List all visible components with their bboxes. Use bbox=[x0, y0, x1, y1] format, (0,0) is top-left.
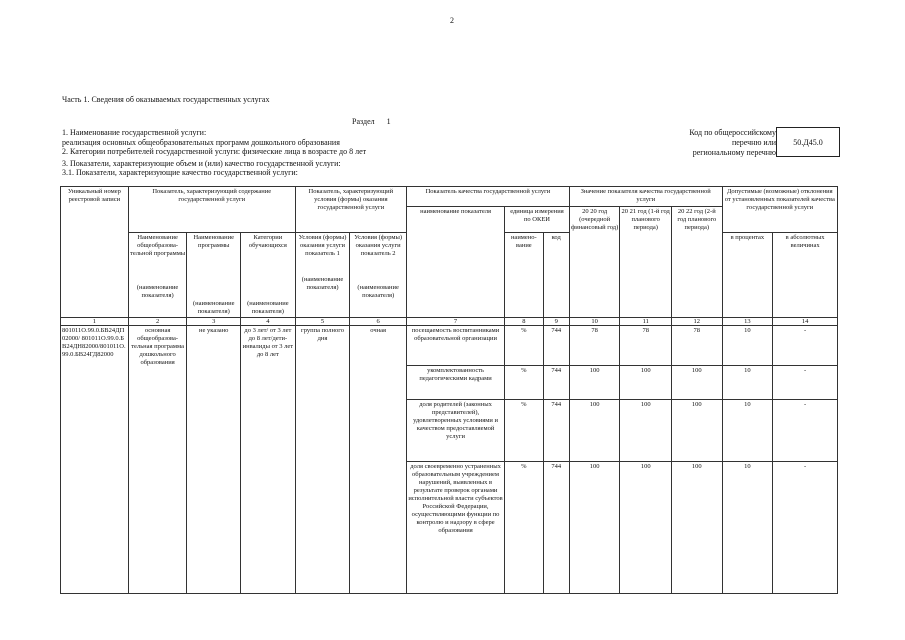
header-unit-code: код bbox=[543, 233, 569, 318]
cell-indicator-name: посещаемость воспитанниками образовательной организации bbox=[406, 326, 504, 366]
col-num: 2 bbox=[128, 318, 187, 326]
header-unique-number: Уникальный номер реестровой записи bbox=[61, 187, 129, 318]
cell-unit-code: 744 bbox=[543, 400, 569, 462]
cell-condition-2: очная bbox=[350, 326, 407, 594]
header-percent: в процентах bbox=[722, 233, 773, 318]
header-program: Наименование общеобразова- тельной программы (наименование показателя) bbox=[128, 233, 187, 318]
col-num: 14 bbox=[773, 318, 838, 326]
line-service-name-label: 1. Наименование государственной услуги: bbox=[62, 128, 207, 137]
code-label-line-1: Код по общероссийскому bbox=[689, 128, 776, 137]
cell-value-1: 78 bbox=[569, 326, 620, 366]
section-number: 1 bbox=[386, 117, 391, 126]
header-program-name: Наименование программы (наименование показателя) bbox=[187, 233, 241, 318]
cell-indicator-name: доля родителей (законных представителей), удовлетворенных условиями и качеством предоставляемой услуги bbox=[406, 400, 504, 462]
cell-percent: 10 bbox=[722, 462, 773, 594]
col-num: 6 bbox=[350, 318, 407, 326]
col-num: 3 bbox=[187, 318, 241, 326]
cell-program: основная общеобразова- тельная программа дошкольного образования bbox=[128, 326, 187, 594]
col-num: 4 bbox=[241, 318, 296, 326]
code-box: 50.Д45.0 bbox=[776, 127, 840, 157]
header-indicator-name: наименование показателя bbox=[406, 207, 504, 318]
cell-unique-number: 801011О.99.0.БВ24ДП02000/ 801011О.99.0.БВ24ДН82000/801011О.99.0.БВ24ГД82000 bbox=[61, 326, 129, 594]
cell-percent: 10 bbox=[722, 366, 773, 400]
cell-unit: % bbox=[505, 400, 543, 462]
cell-percent: 10 bbox=[722, 400, 773, 462]
line-indicators: 3. Показатели, характеризующие объем и (или) качество государственной услуги: bbox=[62, 158, 341, 168]
col-num: 8 bbox=[505, 318, 543, 326]
cell-unit-code: 744 bbox=[543, 462, 569, 594]
cell-percent: 10 bbox=[722, 326, 773, 366]
cell-condition-1: группа полного дня bbox=[295, 326, 350, 594]
quality-table bbox=[60, 186, 838, 594]
header-condition-2: Условия (формы) оказания услуги показатель 2 (наименование показателя) bbox=[350, 233, 407, 318]
col-num: 12 bbox=[672, 318, 723, 326]
table-row bbox=[61, 326, 838, 366]
cell-value-3: 100 bbox=[672, 366, 723, 400]
header-quality: Показатель качества государственной услуги bbox=[406, 187, 569, 207]
cell-value-2: 100 bbox=[620, 400, 672, 462]
header-unit-name: наимено- вание bbox=[505, 233, 543, 318]
header-year-1: 20 20 год (очередной финансовый год) bbox=[569, 207, 620, 318]
cell-value-2: 78 bbox=[620, 326, 672, 366]
cell-unit: % bbox=[505, 326, 543, 366]
col-num: 11 bbox=[620, 318, 672, 326]
cell-value-3: 78 bbox=[672, 326, 723, 366]
col-num: 10 bbox=[569, 318, 620, 326]
code-label bbox=[689, 128, 776, 157]
cell-unit-code: 744 bbox=[543, 326, 569, 366]
part-title: Часть 1. Сведения об оказываемых государственных услугах bbox=[62, 95, 270, 104]
cell-value-2: 100 bbox=[620, 366, 672, 400]
col-num: 9 bbox=[543, 318, 569, 326]
cell-category: до 3 лет/ от 3 лет до 8 лет/дети-инвалиды от 3 лет до 8 лет bbox=[241, 326, 296, 594]
cell-indicator-name: укомплектованность педагогическими кадрами bbox=[406, 366, 504, 400]
line-quality-indicators: 3.1. Показатели, характеризующие качество государственной услуги: bbox=[62, 168, 298, 177]
cell-value-1: 100 bbox=[569, 366, 620, 400]
cell-value-1: 100 bbox=[569, 400, 620, 462]
code-label-line-3: региональному перечню bbox=[692, 147, 776, 157]
col-num: 13 bbox=[722, 318, 773, 326]
header-deviation: Допустимые (возможные) отклонения от установленных показателей качества государственной услуги bbox=[722, 187, 837, 233]
cell-value-3: 100 bbox=[672, 462, 723, 594]
cell-unit-code: 744 bbox=[543, 366, 569, 400]
col-num: 5 bbox=[295, 318, 350, 326]
service-description bbox=[62, 128, 366, 178]
section-label: Раздел bbox=[352, 117, 375, 126]
cell-absolute: - bbox=[773, 462, 838, 594]
code-label-line-2: перечню или bbox=[731, 137, 776, 147]
header-absolute: в абсолютных величинах bbox=[773, 233, 838, 318]
header-content: Показатель, характеризующий содержание государственной услуги bbox=[128, 187, 295, 233]
cell-value-1: 100 bbox=[569, 462, 620, 594]
col-num: 1 bbox=[61, 318, 129, 326]
line-service-name: реализация основных общеобразовательных программ дошкольного образования bbox=[62, 137, 340, 147]
header-condition-1: Условия (формы) оказания услуги показатель 1 (наименование показателя) bbox=[295, 233, 350, 318]
col-num: 7 bbox=[406, 318, 504, 326]
header-conditions: Показатель, характеризующий условия (формы) оказания государственной услуги bbox=[295, 187, 406, 233]
line-consumer-category: 2. Категории потребителей государственной услуги: физические лица в возрасте до 8 лет bbox=[62, 147, 367, 156]
cell-program-name: не указано bbox=[187, 326, 241, 594]
cell-value-2: 100 bbox=[620, 462, 672, 594]
column-numbers bbox=[61, 318, 838, 326]
section-heading bbox=[352, 117, 391, 126]
header-category: Категории обучающихся (наименование показателя) bbox=[241, 233, 296, 318]
cell-absolute: - bbox=[773, 366, 838, 400]
page-number: 2 bbox=[450, 16, 454, 25]
cell-value-3: 100 bbox=[672, 400, 723, 462]
cell-absolute: - bbox=[773, 400, 838, 462]
header-unit: единица измерения по ОКЕИ bbox=[505, 207, 570, 233]
header-value: Значение показателя качества государственной услуги bbox=[569, 187, 722, 207]
cell-absolute: - bbox=[773, 326, 838, 366]
header-year-2: 20 21 год (1-й год планового периода) bbox=[620, 207, 672, 318]
cell-indicator-name: доля своевременно устраненных образовательным учреждением нарушений, выявленных в результате проверок органами исполнительной власти субъектов Российской Федерации, осуществляющими функции по контролю и надзору в сфере образования bbox=[406, 462, 504, 594]
cell-unit: % bbox=[505, 366, 543, 400]
cell-unit: % bbox=[505, 462, 543, 594]
header-year-3: 20 22 год (2-й год планового периода) bbox=[672, 207, 723, 318]
